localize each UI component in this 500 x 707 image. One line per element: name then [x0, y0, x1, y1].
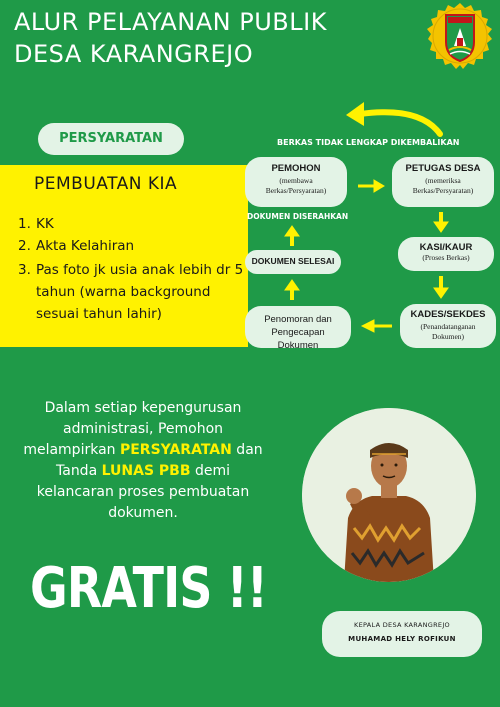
node-title: Penomoran dan Pengecapan Dokumen — [264, 314, 332, 351]
notice-part: Dalam setiap kepengurusan administrasi, Pemohon melampirkan — [23, 400, 242, 458]
node-title: DOKUMEN SELESAI — [251, 256, 335, 266]
persyaratan-pill: PERSYARATAN — [38, 123, 184, 155]
node-subtitle: (Penandatanganan Dokumen) — [420, 322, 476, 341]
notice-part: dan Tanda — [56, 442, 263, 479]
notice-text — [18, 398, 268, 524]
node-subtitle: (memeriksa Berkas/Persyaratan) — [412, 176, 474, 195]
notice-highlight: LUNAS PBB — [101, 463, 191, 479]
official-photo — [302, 408, 476, 582]
node-subtitle: (Proses Berkas) — [422, 253, 470, 262]
arrow-left-head — [362, 320, 374, 332]
official-caption — [322, 611, 482, 657]
title-line-1: ALUR PELAYANAN PUBLIK — [14, 8, 327, 36]
notice-part: demi kelancaran proses pembuatan dokumen. — [36, 463, 250, 521]
list-number: 3. — [18, 262, 31, 278]
requirements-heading: PEMBUATAN KIA — [34, 174, 178, 194]
node-title: KASI/KAUR — [419, 242, 473, 253]
notice-highlight: PERSYARATAN — [119, 442, 232, 458]
gratis-banner: GRATIS !! — [30, 556, 268, 621]
person-portrait-icon — [302, 408, 476, 582]
return-note: BERKAS TIDAK LENGKAP DIKEMBALIKAN — [277, 138, 460, 147]
node-title: PETUGAS DESA — [405, 163, 481, 174]
arrow-right-head — [374, 180, 384, 192]
node-title: KADES/SEKDES — [410, 309, 486, 320]
arrow-down-head — [434, 288, 448, 298]
list-number: 2. — [18, 238, 31, 254]
node-subtitle: (membawa Berkas/Persyaratan) — [265, 176, 327, 195]
arrow-down-head — [434, 222, 448, 232]
node-title: PEMOHON — [271, 163, 321, 174]
arrow-up-head — [285, 280, 299, 290]
official-role: KEPALA DESA KARANGREJO — [354, 621, 450, 629]
list-text: KK — [36, 216, 54, 232]
list-text: Akta Kelahiran — [36, 238, 135, 254]
official-name: MUHAMAD HELY ROFIKUN — [348, 635, 456, 643]
list-text: Pas foto jk usia anak lebih dr 5 tahun (warna background sesuai tahun lahir) — [36, 262, 244, 322]
title-line-2: DESA KARANGREJO — [14, 40, 254, 68]
handover-note: DOKUMEN DISERAHKAN — [247, 212, 349, 221]
list-number: 1. — [18, 216, 31, 232]
arrow-up-head — [285, 226, 299, 236]
